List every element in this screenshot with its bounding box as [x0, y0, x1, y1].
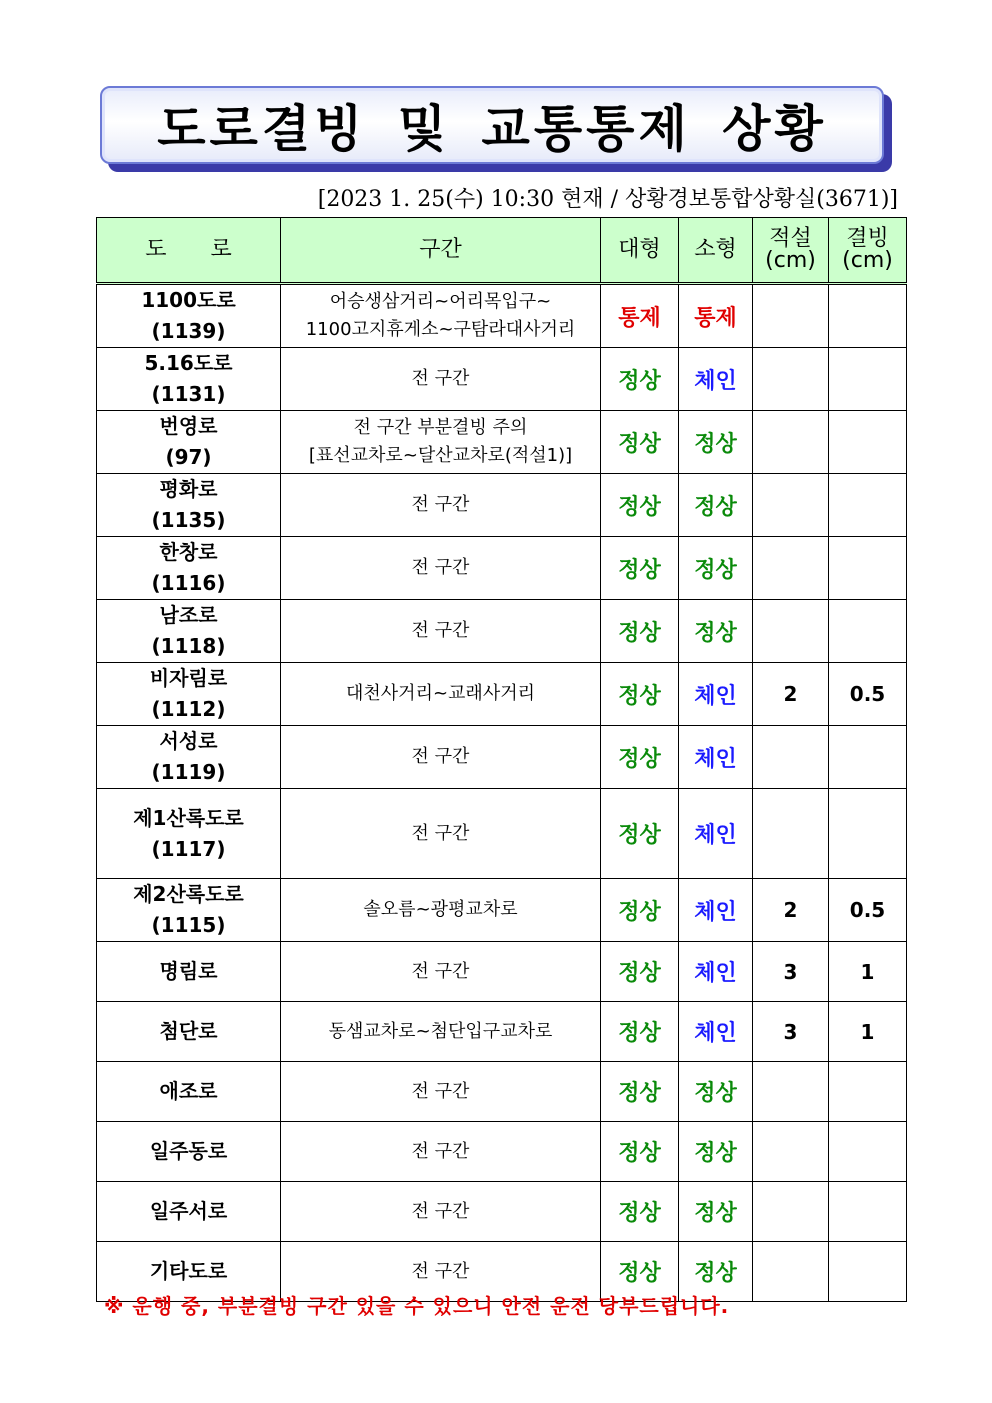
ice-depth-cell [829, 537, 907, 600]
small-vehicle-status: 통제 [679, 284, 753, 348]
section-cell [281, 600, 601, 663]
section-text: 전 구간 [411, 1140, 470, 1162]
road-name-cell [97, 942, 281, 1002]
table-row [97, 942, 907, 1002]
road-name-cell [97, 663, 281, 726]
section-text: 전 구간 [411, 620, 470, 641]
road-name-cell [97, 1182, 281, 1242]
road-name: 1100도로 [141, 288, 236, 312]
table-row [97, 1002, 907, 1062]
small-vehicle-status: 체인 [679, 942, 753, 1002]
road-number: (1131) [151, 382, 226, 406]
large-vehicle-status: 정상 [601, 411, 679, 474]
road-name: 일주동로 [149, 1139, 228, 1163]
small-vehicle-status: 정상 [679, 1122, 753, 1182]
snow-depth-cell [753, 537, 829, 600]
header-section: 구간 [281, 218, 601, 284]
large-vehicle-status: 정상 [601, 537, 679, 600]
road-name: 기타도로 [149, 1259, 228, 1283]
snow-depth-cell [753, 348, 829, 411]
section-cell [281, 726, 601, 789]
large-vehicle-status: 정상 [601, 663, 679, 726]
section-text: 전 구간 [411, 960, 470, 982]
large-vehicle-status: 정상 [601, 879, 679, 942]
road-name-cell [97, 1062, 281, 1122]
snow-depth-cell [753, 1182, 829, 1242]
road-number: (1119) [151, 760, 226, 784]
small-vehicle-status: 체인 [679, 726, 753, 789]
snow-depth-cell [753, 284, 829, 348]
table-row [97, 537, 907, 600]
ice-depth-cell [829, 600, 907, 663]
title-box [100, 86, 884, 164]
large-vehicle-status: 정상 [601, 726, 679, 789]
small-vehicle-status: 정상 [679, 1182, 753, 1242]
large-vehicle-status: 통제 [601, 284, 679, 348]
large-vehicle-status: 정상 [601, 474, 679, 537]
section-cell [281, 663, 601, 726]
small-vehicle-status: 정상 [679, 1062, 753, 1122]
section-text: 전 구간 부분결빙 주의 [353, 417, 528, 438]
road-name: 제2산록도로 [133, 882, 244, 906]
small-vehicle-status: 정상 [679, 474, 753, 537]
table-row [97, 284, 907, 348]
small-vehicle-status: 체인 [679, 789, 753, 879]
section-cell [281, 411, 601, 474]
road-name-cell [97, 726, 281, 789]
ice-depth-cell [829, 348, 907, 411]
ice-depth-cell: 0.5 [829, 663, 907, 726]
large-vehicle-status: 정상 [601, 1242, 679, 1302]
ice-depth-cell [829, 726, 907, 789]
section-text: 전 구간 [411, 1200, 470, 1222]
ice-depth-cell [829, 474, 907, 537]
road-number: (97) [165, 445, 212, 469]
table-row [97, 1122, 907, 1182]
section-text: 1100고지휴게소~구탐라대사거리 [305, 319, 576, 340]
road-name-cell [97, 1122, 281, 1182]
road-name-cell [97, 474, 281, 537]
road-name-cell [97, 879, 281, 942]
snow-depth-cell [753, 726, 829, 789]
snow-depth-cell: 2 [753, 879, 829, 942]
road-name-cell [97, 789, 281, 879]
section-cell [281, 1182, 601, 1242]
ice-depth-cell [829, 789, 907, 879]
page-title: 도로결빙 및 교통통제 상황 [157, 100, 827, 158]
small-vehicle-status: 정상 [679, 411, 753, 474]
road-name: 한창로 [159, 540, 218, 564]
ice-depth-cell [829, 1122, 907, 1182]
ice-depth-cell [829, 411, 907, 474]
section-text: 어승생삼거리~어리목입구~ [329, 291, 552, 312]
ice-depth-cell [829, 1182, 907, 1242]
table-row [97, 474, 907, 537]
road-number: (1117) [151, 836, 226, 861]
large-vehicle-status: 정상 [601, 1182, 679, 1242]
title-banner [100, 86, 884, 164]
table-row [97, 789, 907, 879]
large-vehicle-status: 정상 [601, 1122, 679, 1182]
section-cell [281, 537, 601, 600]
snow-depth-cell [753, 1242, 829, 1302]
section-cell [281, 1062, 601, 1122]
section-cell [281, 1002, 601, 1062]
road-name: 번영로 [159, 414, 218, 438]
section-cell [281, 348, 601, 411]
road-name: 애조로 [159, 1079, 218, 1103]
section-cell [281, 942, 601, 1002]
road-name-cell [97, 348, 281, 411]
road-number: (1115) [151, 913, 226, 937]
road-name-cell [97, 411, 281, 474]
ice-depth-cell [829, 1062, 907, 1122]
large-vehicle-status: 정상 [601, 942, 679, 1002]
ice-depth-cell [829, 1242, 907, 1302]
table-row [97, 663, 907, 726]
section-text: 솔오름~광평교차로 [363, 899, 518, 920]
ice-depth-cell: 1 [829, 942, 907, 1002]
road-name-cell [97, 600, 281, 663]
section-cell [281, 879, 601, 942]
road-number: (1139) [151, 319, 226, 343]
small-vehicle-status: 체인 [679, 663, 753, 726]
table-row [97, 1182, 907, 1242]
snow-depth-cell [753, 1122, 829, 1182]
road-name: 남조로 [159, 603, 218, 627]
road-name: 첨단로 [159, 1019, 218, 1043]
section-text: 전 구간 [411, 494, 470, 515]
section-text: 전 구간 [411, 1080, 470, 1102]
large-vehicle-status: 정상 [601, 789, 679, 879]
section-text: [표선교차로~달산교차로(적설1)] [308, 445, 573, 466]
road-name-cell [97, 1002, 281, 1062]
ice-depth-cell [829, 284, 907, 348]
road-number: (1118) [151, 634, 226, 658]
road-number: (1135) [151, 508, 226, 532]
section-text: 전 구간 [411, 822, 470, 844]
table-row [97, 1062, 907, 1122]
snow-depth-cell [753, 789, 829, 879]
table-row [97, 348, 907, 411]
road-status-table [96, 217, 907, 1302]
large-vehicle-status: 정상 [601, 1002, 679, 1062]
small-vehicle-status: 정상 [679, 1242, 753, 1302]
section-cell [281, 284, 601, 348]
road-name: 일주서로 [149, 1199, 228, 1223]
small-vehicle-status: 체인 [679, 1002, 753, 1062]
ice-depth-cell: 0.5 [829, 879, 907, 942]
snow-depth-cell [753, 1062, 829, 1122]
snow-depth-cell: 2 [753, 663, 829, 726]
large-vehicle-status: 정상 [601, 348, 679, 411]
snow-depth-cell [753, 474, 829, 537]
large-vehicle-status: 정상 [601, 1062, 679, 1122]
road-name-cell [97, 284, 281, 348]
header-road: 도 로 [97, 218, 281, 284]
small-vehicle-status: 체인 [679, 348, 753, 411]
road-name: 비자림로 [149, 666, 228, 690]
header-small-vehicle: 소형 [679, 218, 753, 284]
small-vehicle-status: 체인 [679, 879, 753, 942]
snow-depth-cell: 3 [753, 1002, 829, 1062]
table-header-row [97, 218, 907, 284]
ice-depth-cell: 1 [829, 1002, 907, 1062]
section-text: 전 구간 [411, 557, 470, 578]
road-name-cell [97, 537, 281, 600]
report-timestamp: [2023 1. 25(수) 10:30 현재 / 상황경보통합상황실(3671)] [317, 187, 898, 212]
table-row [97, 726, 907, 789]
road-name: 제1산록도로 [133, 805, 244, 830]
small-vehicle-status: 정상 [679, 537, 753, 600]
road-number: (1116) [151, 571, 226, 595]
table-row [97, 879, 907, 942]
snow-depth-cell [753, 600, 829, 663]
road-number: (1112) [151, 697, 226, 721]
section-text: 전 구간 [411, 1260, 470, 1282]
section-text: 대천사거리~교래사거리 [346, 683, 535, 704]
section-text: 동샘교차로~첨단입구교차로 [328, 1020, 553, 1042]
road-name: 평화로 [159, 477, 218, 501]
driving-caution-note: ※ 운행 중, 부분결빙 구간 있을 수 있으니 안전 운전 당부드립니다. [104, 1294, 730, 1318]
section-cell [281, 474, 601, 537]
section-cell [281, 789, 601, 879]
snow-depth-cell [753, 411, 829, 474]
section-text: 전 구간 [411, 368, 470, 389]
header-ice-depth: 결빙 (cm) [829, 218, 907, 284]
header-large-vehicle: 대형 [601, 218, 679, 284]
table-row [97, 600, 907, 663]
table-row [97, 411, 907, 474]
snow-depth-cell: 3 [753, 942, 829, 1002]
large-vehicle-status: 정상 [601, 600, 679, 663]
section-text: 전 구간 [411, 746, 470, 767]
header-snow-depth: 적설 (cm) [753, 218, 829, 284]
road-name: 명림로 [159, 959, 218, 983]
road-name: 5.16도로 [144, 351, 233, 375]
small-vehicle-status: 정상 [679, 600, 753, 663]
road-name: 서성로 [159, 729, 218, 753]
table-body [97, 284, 907, 1302]
section-cell [281, 1122, 601, 1182]
